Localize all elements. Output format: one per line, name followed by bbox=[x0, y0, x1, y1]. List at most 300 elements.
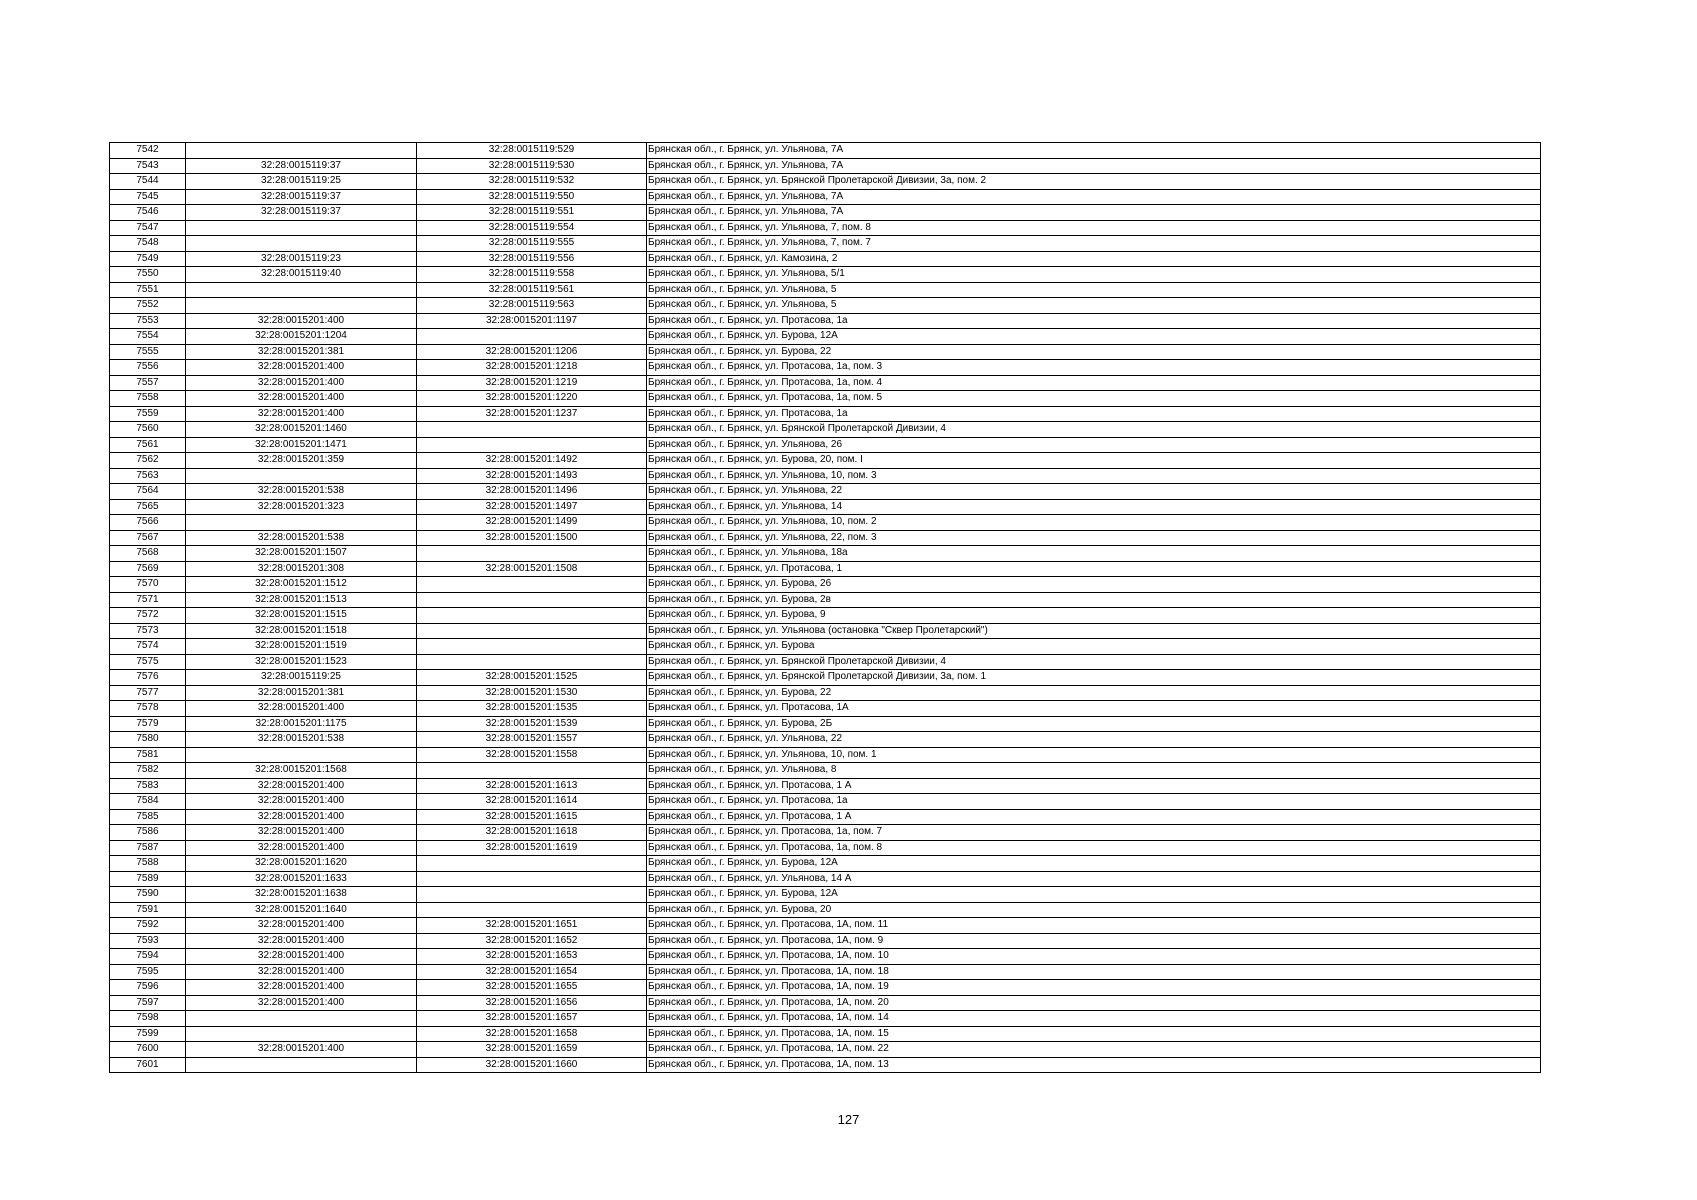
address-cell: Брянская обл., г. Брянск, ул. Протасова, 1А, пом. 14 bbox=[647, 1011, 1541, 1027]
parent-cadastral-number-cell: 32:28:0015201:308 bbox=[186, 561, 417, 577]
cadastral-number-cell: 32:28:0015201:1558 bbox=[417, 747, 647, 763]
row-number-cell: 7585 bbox=[110, 809, 186, 825]
cadastral-number-cell: 32:28:0015201:1206 bbox=[417, 344, 647, 360]
parent-cadastral-number-cell: 32:28:0015201:359 bbox=[186, 453, 417, 469]
parent-cadastral-number-cell: 32:28:0015201:400 bbox=[186, 1042, 417, 1058]
cadastral-number-cell: 32:28:0015201:1654 bbox=[417, 964, 647, 980]
parent-cadastral-number-cell: 32:28:0015119:25 bbox=[186, 670, 417, 686]
address-cell: Брянская обл., г. Брянск, ул. Протасова, 1а bbox=[647, 406, 1541, 422]
table-row bbox=[110, 871, 1541, 887]
row-number-cell: 7583 bbox=[110, 778, 186, 794]
cadastral-number-cell: 32:28:0015201:1615 bbox=[417, 809, 647, 825]
address-cell: Брянская обл., г. Брянск, ул. Ульянова, 22 bbox=[647, 484, 1541, 500]
registry-table bbox=[109, 142, 1541, 1073]
parent-cadastral-number-cell: 32:28:0015201:1204 bbox=[186, 329, 417, 345]
parent-cadastral-number-cell: 32:28:0015201:400 bbox=[186, 406, 417, 422]
table-row bbox=[110, 623, 1541, 639]
row-number-cell: 7554 bbox=[110, 329, 186, 345]
row-number-cell: 7565 bbox=[110, 499, 186, 515]
cadastral-number-cell: 32:28:0015119:532 bbox=[417, 174, 647, 190]
table-row bbox=[110, 282, 1541, 298]
address-cell: Брянская обл., г. Брянск, ул. Брянской Пролетарской Дивизии, 4 bbox=[647, 654, 1541, 670]
parent-cadastral-number-cell: 32:28:0015201:538 bbox=[186, 484, 417, 500]
table-row bbox=[110, 654, 1541, 670]
row-number-cell: 7580 bbox=[110, 732, 186, 748]
cadastral-number-cell: 32:28:0015201:1525 bbox=[417, 670, 647, 686]
table-row bbox=[110, 840, 1541, 856]
address-cell: Брянская обл., г. Брянск, ул. Ульянова, 7А bbox=[647, 189, 1541, 205]
table-row bbox=[110, 546, 1541, 562]
row-number-cell: 7577 bbox=[110, 685, 186, 701]
row-number-cell: 7578 bbox=[110, 701, 186, 717]
table-row bbox=[110, 468, 1541, 484]
address-cell: Брянская обл., г. Брянск, ул. Ульянова, 10, пом. 3 bbox=[647, 468, 1541, 484]
address-cell: Брянская обл., г. Брянск, ул. Бурова, 22 bbox=[647, 685, 1541, 701]
row-number-cell: 7569 bbox=[110, 561, 186, 577]
parent-cadastral-number-cell: 32:28:0015201:1523 bbox=[186, 654, 417, 670]
table-row bbox=[110, 174, 1541, 190]
address-cell: Брянская обл., г. Брянск, ул. Протасова, 1а, пом. 8 bbox=[647, 840, 1541, 856]
address-cell: Брянская обл., г. Брянск, ул. Ульянова, 18а bbox=[647, 546, 1541, 562]
table-row bbox=[110, 639, 1541, 655]
parent-cadastral-number-cell: 32:28:0015201:400 bbox=[186, 391, 417, 407]
row-number-cell: 7588 bbox=[110, 856, 186, 872]
row-number-cell: 7555 bbox=[110, 344, 186, 360]
row-number-cell: 7581 bbox=[110, 747, 186, 763]
cadastral-number-cell: 32:28:0015119:530 bbox=[417, 158, 647, 174]
row-number-cell: 7595 bbox=[110, 964, 186, 980]
parent-cadastral-number-cell: 32:28:0015119:37 bbox=[186, 189, 417, 205]
cadastral-number-cell bbox=[417, 902, 647, 918]
cadastral-number-cell bbox=[417, 329, 647, 345]
table-row bbox=[110, 747, 1541, 763]
row-number-cell: 7590 bbox=[110, 887, 186, 903]
row-number-cell: 7587 bbox=[110, 840, 186, 856]
table-row bbox=[110, 577, 1541, 593]
table-row bbox=[110, 313, 1541, 329]
cadastral-number-cell: 32:28:0015201:1659 bbox=[417, 1042, 647, 1058]
cadastral-number-cell: 32:28:0015201:1492 bbox=[417, 453, 647, 469]
table-row bbox=[110, 267, 1541, 283]
table-row bbox=[110, 453, 1541, 469]
cadastral-number-cell: 32:28:0015201:1658 bbox=[417, 1026, 647, 1042]
table-row bbox=[110, 1026, 1541, 1042]
cadastral-number-cell bbox=[417, 887, 647, 903]
cadastral-number-cell: 32:28:0015119:555 bbox=[417, 236, 647, 252]
table-row bbox=[110, 391, 1541, 407]
row-number-cell: 7575 bbox=[110, 654, 186, 670]
row-number-cell: 7600 bbox=[110, 1042, 186, 1058]
parent-cadastral-number-cell: 32:28:0015201:1640 bbox=[186, 902, 417, 918]
cadastral-number-cell: 32:28:0015201:1557 bbox=[417, 732, 647, 748]
address-cell: Брянская обл., г. Брянск, ул. Ульянова, 14 bbox=[647, 499, 1541, 515]
cadastral-number-cell bbox=[417, 871, 647, 887]
table-row bbox=[110, 1042, 1541, 1058]
address-cell: Брянская обл., г. Брянск, ул. Бурова, 2Б bbox=[647, 716, 1541, 732]
address-cell: Брянская обл., г. Брянск, ул. Ульянова, 26 bbox=[647, 437, 1541, 453]
table-row bbox=[110, 360, 1541, 376]
parent-cadastral-number-cell: 32:28:0015201:1519 bbox=[186, 639, 417, 655]
row-number-cell: 7597 bbox=[110, 995, 186, 1011]
row-number-cell: 7571 bbox=[110, 592, 186, 608]
parent-cadastral-number-cell: 32:28:0015201:1515 bbox=[186, 608, 417, 624]
parent-cadastral-number-cell bbox=[186, 143, 417, 159]
cadastral-number-cell: 32:28:0015201:1493 bbox=[417, 468, 647, 484]
address-cell: Брянская обл., г. Брянск, ул. Протасова, 1а bbox=[647, 794, 1541, 810]
cadastral-number-cell: 32:28:0015201:1220 bbox=[417, 391, 647, 407]
row-number-cell: 7546 bbox=[110, 205, 186, 221]
parent-cadastral-number-cell: 32:28:0015201:400 bbox=[186, 809, 417, 825]
row-number-cell: 7589 bbox=[110, 871, 186, 887]
address-cell: Брянская обл., г. Брянск, ул. Ульянова (остановка "Сквер Пролетарский") bbox=[647, 623, 1541, 639]
address-cell: Брянская обл., г. Брянск, ул. Бурова, 2в bbox=[647, 592, 1541, 608]
parent-cadastral-number-cell: 32:28:0015201:400 bbox=[186, 933, 417, 949]
parent-cadastral-number-cell: 32:28:0015201:400 bbox=[186, 840, 417, 856]
address-cell: Брянская обл., г. Брянск, ул. Протасова, 1А, пом. 10 bbox=[647, 949, 1541, 965]
row-number-cell: 7592 bbox=[110, 918, 186, 934]
table-row bbox=[110, 685, 1541, 701]
row-number-cell: 7557 bbox=[110, 375, 186, 391]
cadastral-number-cell: 32:28:0015201:1218 bbox=[417, 360, 647, 376]
row-number-cell: 7573 bbox=[110, 623, 186, 639]
address-cell: Брянская обл., г. Брянск, ул. Ульянова, 7А bbox=[647, 205, 1541, 221]
parent-cadastral-number-cell: 32:28:0015201:1513 bbox=[186, 592, 417, 608]
parent-cadastral-number-cell: 32:28:0015201:1620 bbox=[186, 856, 417, 872]
parent-cadastral-number-cell: 32:28:0015119:40 bbox=[186, 267, 417, 283]
row-number-cell: 7599 bbox=[110, 1026, 186, 1042]
address-cell: Брянская обл., г. Брянск, ул. Ульянова, 7А bbox=[647, 158, 1541, 174]
table-row bbox=[110, 530, 1541, 546]
parent-cadastral-number-cell: 32:28:0015119:37 bbox=[186, 205, 417, 221]
table-row bbox=[110, 499, 1541, 515]
table-row bbox=[110, 809, 1541, 825]
row-number-cell: 7570 bbox=[110, 577, 186, 593]
cadastral-number-cell bbox=[417, 639, 647, 655]
parent-cadastral-number-cell: 32:28:0015201:400 bbox=[186, 701, 417, 717]
address-cell: Брянская обл., г. Брянск, ул. Протасова, 1А, пом. 13 bbox=[647, 1057, 1541, 1073]
row-number-cell: 7550 bbox=[110, 267, 186, 283]
row-number-cell: 7551 bbox=[110, 282, 186, 298]
cadastral-number-cell: 32:28:0015201:1613 bbox=[417, 778, 647, 794]
cadastral-number-cell bbox=[417, 763, 647, 779]
row-number-cell: 7594 bbox=[110, 949, 186, 965]
row-number-cell: 7552 bbox=[110, 298, 186, 314]
cadastral-number-cell: 32:28:0015201:1197 bbox=[417, 313, 647, 329]
address-cell: Брянская обл., г. Брянск, ул. Ульянова, 5 bbox=[647, 298, 1541, 314]
row-number-cell: 7576 bbox=[110, 670, 186, 686]
address-cell: Брянская обл., г. Брянск, ул. Ульянова, 7, пом. 8 bbox=[647, 220, 1541, 236]
cadastral-number-cell: 32:28:0015201:1237 bbox=[417, 406, 647, 422]
row-number-cell: 7591 bbox=[110, 902, 186, 918]
address-cell: Брянская обл., г. Брянск, ул. Ульянова, 5 bbox=[647, 282, 1541, 298]
table-row bbox=[110, 375, 1541, 391]
row-number-cell: 7544 bbox=[110, 174, 186, 190]
table-row bbox=[110, 825, 1541, 841]
parent-cadastral-number-cell: 32:28:0015201:323 bbox=[186, 499, 417, 515]
parent-cadastral-number-cell: 32:28:0015201:1518 bbox=[186, 623, 417, 639]
parent-cadastral-number-cell bbox=[186, 1057, 417, 1073]
cadastral-number-cell: 32:28:0015119:550 bbox=[417, 189, 647, 205]
cadastral-number-cell bbox=[417, 856, 647, 872]
row-number-cell: 7563 bbox=[110, 468, 186, 484]
address-cell: Брянская обл., г. Брянск, ул. Протасова, 1А, пом. 22 bbox=[647, 1042, 1541, 1058]
address-cell: Брянская обл., г. Брянск, ул. Ульянова, 10, пом. 2 bbox=[647, 515, 1541, 531]
row-number-cell: 7542 bbox=[110, 143, 186, 159]
table-row bbox=[110, 980, 1541, 996]
row-number-cell: 7586 bbox=[110, 825, 186, 841]
address-cell: Брянская обл., г. Брянск, ул. Брянской Пролетарской Дивизии, 3а, пом. 2 bbox=[647, 174, 1541, 190]
table-row bbox=[110, 608, 1541, 624]
address-cell: Брянская обл., г. Брянск, ул. Протасова, 1а, пом. 5 bbox=[647, 391, 1541, 407]
address-cell: Брянская обл., г. Брянск, ул. Протасова, 1 А bbox=[647, 809, 1541, 825]
table-row bbox=[110, 918, 1541, 934]
parent-cadastral-number-cell: 32:28:0015201:1568 bbox=[186, 763, 417, 779]
parent-cadastral-number-cell bbox=[186, 220, 417, 236]
cadastral-number-cell bbox=[417, 577, 647, 593]
address-cell: Брянская обл., г. Брянск, ул. Бурова bbox=[647, 639, 1541, 655]
parent-cadastral-number-cell: 32:28:0015201:400 bbox=[186, 949, 417, 965]
cadastral-number-cell: 32:28:0015119:551 bbox=[417, 205, 647, 221]
row-number-cell: 7567 bbox=[110, 530, 186, 546]
row-number-cell: 7560 bbox=[110, 422, 186, 438]
row-number-cell: 7584 bbox=[110, 794, 186, 810]
address-cell: Брянская обл., г. Брянск, ул. Бурова, 12А bbox=[647, 856, 1541, 872]
parent-cadastral-number-cell: 32:28:0015201:538 bbox=[186, 530, 417, 546]
address-cell: Брянская обл., г. Брянск, ул. Бурова, 26 bbox=[647, 577, 1541, 593]
parent-cadastral-number-cell: 32:28:0015201:381 bbox=[186, 685, 417, 701]
address-cell: Брянская обл., г. Брянск, ул. Протасова, 1А bbox=[647, 701, 1541, 717]
row-number-cell: 7559 bbox=[110, 406, 186, 422]
cadastral-number-cell: 32:28:0015119:554 bbox=[417, 220, 647, 236]
table-row bbox=[110, 902, 1541, 918]
parent-cadastral-number-cell: 32:28:0015201:1175 bbox=[186, 716, 417, 732]
row-number-cell: 7579 bbox=[110, 716, 186, 732]
parent-cadastral-number-cell: 32:28:0015201:1638 bbox=[186, 887, 417, 903]
table-row bbox=[110, 778, 1541, 794]
row-number-cell: 7572 bbox=[110, 608, 186, 624]
parent-cadastral-number-cell: 32:28:0015201:538 bbox=[186, 732, 417, 748]
table-row bbox=[110, 887, 1541, 903]
address-cell: Брянская обл., г. Брянск, ул. Протасова, 1А, пом. 20 bbox=[647, 995, 1541, 1011]
page-number: 127 bbox=[837, 1112, 860, 1127]
cadastral-number-cell bbox=[417, 546, 647, 562]
parent-cadastral-number-cell bbox=[186, 747, 417, 763]
table-row bbox=[110, 1011, 1541, 1027]
address-cell: Брянская обл., г. Брянск, ул. Протасова, 1а bbox=[647, 313, 1541, 329]
row-number-cell: 7574 bbox=[110, 639, 186, 655]
parent-cadastral-number-cell: 32:28:0015201:381 bbox=[186, 344, 417, 360]
row-number-cell: 7553 bbox=[110, 313, 186, 329]
address-cell: Брянская обл., г. Брянск, ул. Протасова, 1 А bbox=[647, 778, 1541, 794]
parent-cadastral-number-cell: 32:28:0015201:400 bbox=[186, 360, 417, 376]
cadastral-number-cell: 32:28:0015201:1614 bbox=[417, 794, 647, 810]
address-cell: Брянская обл., г. Брянск, ул. Брянской Пролетарской Дивизии, 4 bbox=[647, 422, 1541, 438]
address-cell: Брянская обл., г. Брянск, ул. Бурова, 12А bbox=[647, 329, 1541, 345]
table-row bbox=[110, 158, 1541, 174]
row-number-cell: 7593 bbox=[110, 933, 186, 949]
parent-cadastral-number-cell: 32:28:0015201:1471 bbox=[186, 437, 417, 453]
cadastral-number-cell: 32:28:0015201:1653 bbox=[417, 949, 647, 965]
cadastral-number-cell: 32:28:0015201:1652 bbox=[417, 933, 647, 949]
cadastral-number-cell bbox=[417, 422, 647, 438]
table-row bbox=[110, 298, 1541, 314]
address-cell: Брянская обл., г. Брянск, ул. Протасова, 1А, пом. 18 bbox=[647, 964, 1541, 980]
row-number-cell: 7545 bbox=[110, 189, 186, 205]
table-row bbox=[110, 329, 1541, 345]
table-row bbox=[110, 406, 1541, 422]
table-row bbox=[110, 964, 1541, 980]
table-row bbox=[110, 933, 1541, 949]
table-row bbox=[110, 484, 1541, 500]
parent-cadastral-number-cell: 32:28:0015201:400 bbox=[186, 778, 417, 794]
cadastral-number-cell: 32:28:0015201:1508 bbox=[417, 561, 647, 577]
row-number-cell: 7558 bbox=[110, 391, 186, 407]
parent-cadastral-number-cell: 32:28:0015201:1633 bbox=[186, 871, 417, 887]
cadastral-number-cell: 32:28:0015201:1497 bbox=[417, 499, 647, 515]
cadastral-number-cell bbox=[417, 623, 647, 639]
address-cell: Брянская обл., г. Брянск, ул. Ульянова, 8 bbox=[647, 763, 1541, 779]
parent-cadastral-number-cell bbox=[186, 1011, 417, 1027]
address-cell: Брянская обл., г. Брянск, ул. Ульянова, 5/1 bbox=[647, 267, 1541, 283]
cadastral-number-cell bbox=[417, 592, 647, 608]
row-number-cell: 7598 bbox=[110, 1011, 186, 1027]
table-row bbox=[110, 437, 1541, 453]
parent-cadastral-number-cell: 32:28:0015201:400 bbox=[186, 375, 417, 391]
cadastral-number-cell bbox=[417, 608, 647, 624]
cadastral-number-cell: 32:28:0015119:529 bbox=[417, 143, 647, 159]
address-cell: Брянская обл., г. Брянск, ул. Протасова, 1а, пом. 7 bbox=[647, 825, 1541, 841]
parent-cadastral-number-cell bbox=[186, 468, 417, 484]
cadastral-number-cell: 32:28:0015201:1655 bbox=[417, 980, 647, 996]
address-cell: Брянская обл., г. Брянск, ул. Протасова, 1А, пом. 9 bbox=[647, 933, 1541, 949]
row-number-cell: 7543 bbox=[110, 158, 186, 174]
cadastral-number-cell: 32:28:0015201:1219 bbox=[417, 375, 647, 391]
row-number-cell: 7596 bbox=[110, 980, 186, 996]
cadastral-number-cell bbox=[417, 437, 647, 453]
address-cell: Брянская обл., г. Брянск, ул. Протасова, 1 bbox=[647, 561, 1541, 577]
row-number-cell: 7582 bbox=[110, 763, 186, 779]
cadastral-number-cell: 32:28:0015201:1618 bbox=[417, 825, 647, 841]
row-number-cell: 7556 bbox=[110, 360, 186, 376]
address-cell: Брянская обл., г. Брянск, ул. Ульянова, 7А bbox=[647, 143, 1541, 159]
cadastral-number-cell: 32:28:0015201:1657 bbox=[417, 1011, 647, 1027]
parent-cadastral-number-cell bbox=[186, 236, 417, 252]
parent-cadastral-number-cell bbox=[186, 282, 417, 298]
parent-cadastral-number-cell: 32:28:0015201:400 bbox=[186, 825, 417, 841]
parent-cadastral-number-cell bbox=[186, 515, 417, 531]
row-number-cell: 7548 bbox=[110, 236, 186, 252]
row-number-cell: 7566 bbox=[110, 515, 186, 531]
address-cell: Брянская обл., г. Брянск, ул. Брянской Пролетарской Дивизии, 3а, пом. 1 bbox=[647, 670, 1541, 686]
parent-cadastral-number-cell: 32:28:0015201:400 bbox=[186, 918, 417, 934]
parent-cadastral-number-cell: 32:28:0015201:1460 bbox=[186, 422, 417, 438]
address-cell: Брянская обл., г. Брянск, ул. Протасова, 1А, пом. 11 bbox=[647, 918, 1541, 934]
table-row bbox=[110, 732, 1541, 748]
cadastral-number-cell: 32:28:0015201:1499 bbox=[417, 515, 647, 531]
address-cell: Брянская обл., г. Брянск, ул. Ульянова, 22 bbox=[647, 732, 1541, 748]
row-number-cell: 7564 bbox=[110, 484, 186, 500]
parent-cadastral-number-cell bbox=[186, 298, 417, 314]
address-cell: Брянская обл., г. Брянск, ул. Протасова, 1А, пом. 19 bbox=[647, 980, 1541, 996]
cadastral-number-cell: 32:28:0015201:1656 bbox=[417, 995, 647, 1011]
registry-table-body bbox=[110, 143, 1541, 1073]
table-row bbox=[110, 856, 1541, 872]
parent-cadastral-number-cell: 32:28:0015201:400 bbox=[186, 995, 417, 1011]
table-row bbox=[110, 220, 1541, 236]
address-cell: Брянская обл., г. Брянск, ул. Ульянова, 22, пом. 3 bbox=[647, 530, 1541, 546]
cadastral-number-cell: 32:28:0015201:1496 bbox=[417, 484, 647, 500]
table-row bbox=[110, 189, 1541, 205]
cadastral-number-cell bbox=[417, 654, 647, 670]
row-number-cell: 7568 bbox=[110, 546, 186, 562]
cadastral-number-cell: 32:28:0015201:1535 bbox=[417, 701, 647, 717]
parent-cadastral-number-cell: 32:28:0015201:400 bbox=[186, 794, 417, 810]
parent-cadastral-number-cell: 32:28:0015119:25 bbox=[186, 174, 417, 190]
table-row bbox=[110, 701, 1541, 717]
address-cell: Брянская обл., г. Брянск, ул. Камозина, 2 bbox=[647, 251, 1541, 267]
parent-cadastral-number-cell: 32:28:0015201:1507 bbox=[186, 546, 417, 562]
parent-cadastral-number-cell: 32:28:0015119:37 bbox=[186, 158, 417, 174]
cadastral-number-cell: 32:28:0015201:1619 bbox=[417, 840, 647, 856]
table-row bbox=[110, 592, 1541, 608]
row-number-cell: 7601 bbox=[110, 1057, 186, 1073]
parent-cadastral-number-cell: 32:28:0015201:1512 bbox=[186, 577, 417, 593]
table-row bbox=[110, 670, 1541, 686]
address-cell: Брянская обл., г. Брянск, ул. Протасова, 1а, пом. 4 bbox=[647, 375, 1541, 391]
table-row bbox=[110, 251, 1541, 267]
parent-cadastral-number-cell bbox=[186, 1026, 417, 1042]
address-cell: Брянская обл., г. Брянск, ул. Протасова, 1А, пом. 15 bbox=[647, 1026, 1541, 1042]
table-row bbox=[110, 515, 1541, 531]
cadastral-number-cell: 32:28:0015119:558 bbox=[417, 267, 647, 283]
parent-cadastral-number-cell: 32:28:0015201:400 bbox=[186, 964, 417, 980]
row-number-cell: 7549 bbox=[110, 251, 186, 267]
table-row bbox=[110, 422, 1541, 438]
address-cell: Брянская обл., г. Брянск, ул. Бурова, 20 bbox=[647, 902, 1541, 918]
parent-cadastral-number-cell: 32:28:0015201:400 bbox=[186, 313, 417, 329]
parent-cadastral-number-cell: 32:28:0015201:400 bbox=[186, 980, 417, 996]
cadastral-number-cell: 32:28:0015201:1500 bbox=[417, 530, 647, 546]
address-cell: Брянская обл., г. Брянск, ул. Ульянова, 7, пом. 7 bbox=[647, 236, 1541, 252]
table-row bbox=[110, 143, 1541, 159]
table-row bbox=[110, 794, 1541, 810]
row-number-cell: 7562 bbox=[110, 453, 186, 469]
table-row bbox=[110, 1057, 1541, 1073]
row-number-cell: 7547 bbox=[110, 220, 186, 236]
cadastral-number-cell: 32:28:0015201:1539 bbox=[417, 716, 647, 732]
cadastral-number-cell: 32:28:0015119:563 bbox=[417, 298, 647, 314]
table-row bbox=[110, 236, 1541, 252]
table-row bbox=[110, 561, 1541, 577]
table-row bbox=[110, 763, 1541, 779]
row-number-cell: 7561 bbox=[110, 437, 186, 453]
cadastral-number-cell: 32:28:0015201:1651 bbox=[417, 918, 647, 934]
address-cell: Брянская обл., г. Брянск, ул. Протасова, 1а, пом. 3 bbox=[647, 360, 1541, 376]
address-cell: Брянская обл., г. Брянск, ул. Бурова, 12А bbox=[647, 887, 1541, 903]
address-cell: Брянская обл., г. Брянск, ул. Ульянова, 10, пом. 1 bbox=[647, 747, 1541, 763]
parent-cadastral-number-cell: 32:28:0015119:23 bbox=[186, 251, 417, 267]
cadastral-number-cell: 32:28:0015201:1530 bbox=[417, 685, 647, 701]
table-row bbox=[110, 995, 1541, 1011]
table-row bbox=[110, 949, 1541, 965]
cadastral-number-cell: 32:28:0015201:1660 bbox=[417, 1057, 647, 1073]
table-row bbox=[110, 716, 1541, 732]
address-cell: Брянская обл., г. Брянск, ул. Бурова, 22 bbox=[647, 344, 1541, 360]
address-cell: Брянская обл., г. Брянск, ул. Бурова, 9 bbox=[647, 608, 1541, 624]
address-cell: Брянская обл., г. Брянск, ул. Ульянова, 14 А bbox=[647, 871, 1541, 887]
address-cell: Брянская обл., г. Брянск, ул. Бурова, 20, пом. I bbox=[647, 453, 1541, 469]
cadastral-number-cell: 32:28:0015119:561 bbox=[417, 282, 647, 298]
